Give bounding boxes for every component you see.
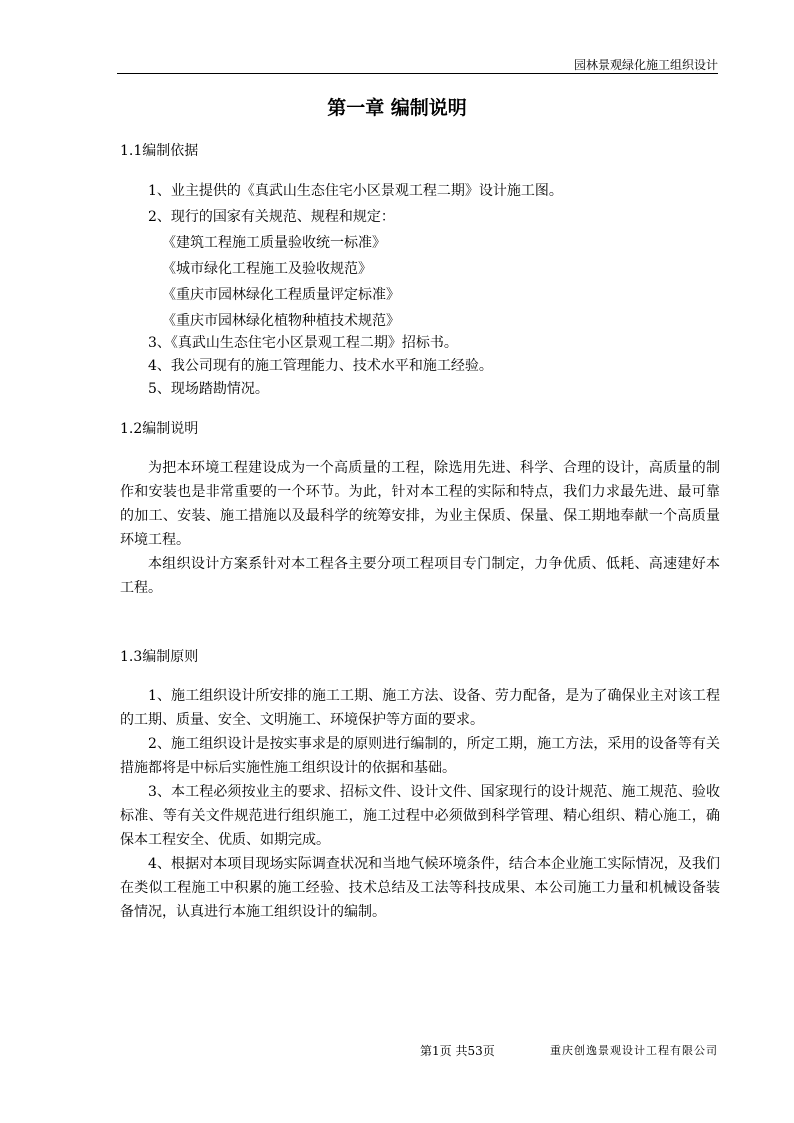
header-rule bbox=[117, 73, 718, 74]
basis-item: 2、现行的国家有关规范、规程和规定： bbox=[148, 209, 395, 225]
section-heading-1-1: 1.1编制依据 bbox=[120, 143, 199, 159]
section-heading-1-2: 1.2编制说明 bbox=[120, 421, 199, 437]
section-1-3-body bbox=[120, 684, 720, 924]
paragraph: 1、施工组织设计所安排的施工工期、施工方法、设备、劳力配备，是为了确保业主对该工程的工期、质量、安全、文明施工、环境保护等方面的要求。 bbox=[120, 688, 720, 728]
paragraph: 本组织设计方案系针对本工程各主要分项工程项目专门制定，力争优质、低耗、高速建好本工程。 bbox=[120, 556, 720, 596]
basis-item: 5、现场踏勘情况。 bbox=[148, 381, 269, 397]
paragraph: 2、施工组织设计是按实事求是的原则进行编制的，所定工期，施工方法，采用的设备等有关措施都将是中标后实施性施工组织设计的依据和基础。 bbox=[120, 736, 720, 776]
basis-item: 3、《真武山生态住宅小区景观工程二期》招标书。 bbox=[148, 335, 458, 351]
section-1-2-body bbox=[120, 456, 720, 600]
running-header: 园林景观绿化施工组织设计 bbox=[573, 58, 718, 72]
standard-item: 《重庆市园林绿化植物种植技术规范》 bbox=[162, 313, 400, 329]
paragraph: 3、本工程必须按业主的要求、招标文件、设计文件、国家现行的设计规范、施工规范、验收标准、等有关文件规范进行组织施工，施工过程中必须做到科学管理、精心组织、精心施工，确保本工程安全、优质、如期完成。 bbox=[120, 784, 720, 848]
section-heading-1-3: 1.3编制原则 bbox=[120, 649, 199, 665]
basis-item: 4、我公司现有的施工管理能力、技术水平和施工经验。 bbox=[148, 358, 493, 374]
standard-item: 《重庆市园林绿化工程质量评定标准》 bbox=[162, 287, 400, 303]
paragraph: 4、根据对本项目现场实际调查状况和当地气候环境条件，结合本企业施工实际情况，及我们在类似工程施工中积累的施工经验、技术总结及工法等科技成果、本公司施工力量和机械设备装备情况，认真进行本施工组织设计的编制。 bbox=[120, 856, 720, 920]
page-number: 第1页 共53页 bbox=[420, 1044, 495, 1058]
chapter-title: 第一章 编制说明 bbox=[327, 97, 467, 119]
standard-item: 《建筑工程施工质量验收统一标准》 bbox=[162, 235, 386, 251]
paragraph: 为把本环境工程建设成为一个高质量的工程，除选用先进、科学、合理的设计，高质量的制作和安装也是非常重要的一个环节。为此，针对本工程的实际和特点，我们力求最先进、最可靠的加工、安装、施工措施以及最科学的统筹安排，为业主保质、保量、保工期地奉献一个高质量环境工程。 bbox=[120, 460, 720, 548]
company-name: 重庆创逸景观设计工程有限公司 bbox=[550, 1044, 718, 1057]
standard-item: 《城市绿化工程施工及验收规范》 bbox=[162, 261, 372, 277]
basis-item: 1、业主提供的《真武山生态住宅小区景观工程二期》设计施工图。 bbox=[148, 183, 563, 199]
